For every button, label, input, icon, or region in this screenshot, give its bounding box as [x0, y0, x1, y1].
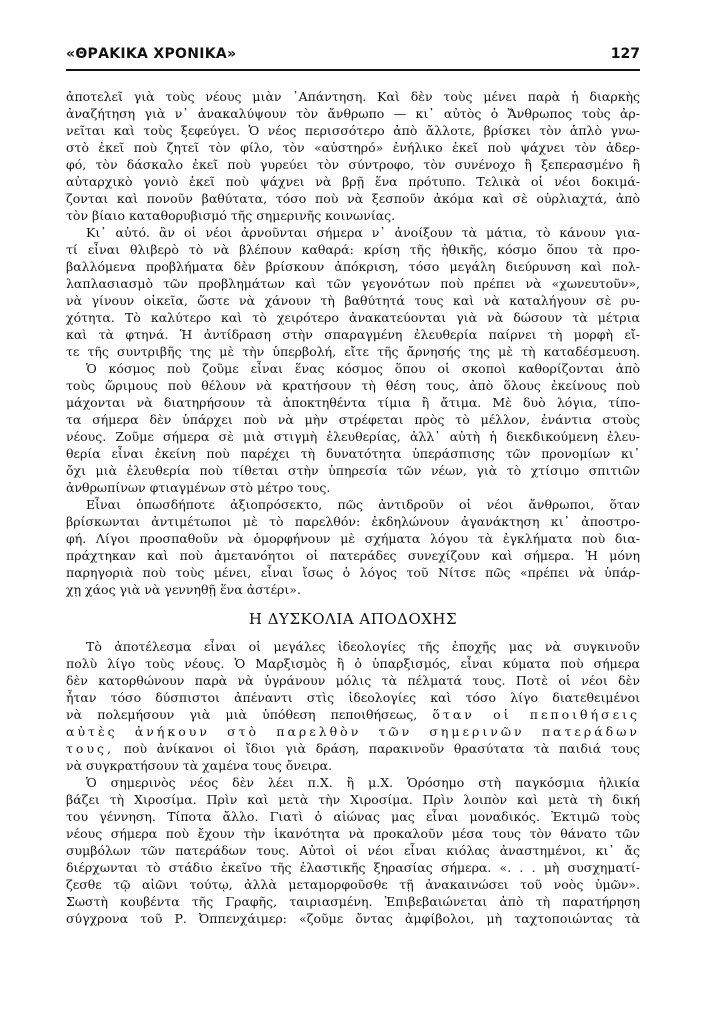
- spaced-text: ὅταν οἱ πεποιθήσεις: [432, 707, 640, 722]
- text-line: στὸ ἐκεῖ ποὺ ζητεῖ τὸν φίλο, τὸν «αὐστηρό» ἐνήλικο ἐκεῖ ποὺ ψάχνει τὸν ἀδερ-: [66, 140, 640, 155]
- text-line: του γέννηση. Τίποτα ἄλλο. Γιατὶ ὁ αἰώνας μας εἶναι μοναδικός. Ἐκτιμῶ τοὺς: [66, 809, 640, 824]
- text-line: πράχτηκαν καὶ ποὺ ἀμετανόητοι οἱ πατεράδες συνεχίζουν καὶ σήμερα. Ἡ μόνη: [66, 548, 640, 563]
- text-line: δὲν κατορθώνουν παρὰ νὰ ὑγράνουν μόλις τὰ πέλματά τους. Ποτὲ οἱ νέοι δὲν: [66, 673, 640, 688]
- body-text: [66, 88, 640, 927]
- header-rule: [66, 69, 640, 71]
- text-line: ὄχι μιὰ ἐλευθερία ποὺ τίθεται στὴν ὑπηρεσία τῶν νέων, γιὰ τὸ χτίσιμο σπιτιῶν: [66, 463, 640, 478]
- section-heading: Η ΔΥΣΚΟΛΙΑ ΑΠΟΔΟΧΗΣ: [248, 610, 458, 628]
- text-line: φή. Λίγοι προσπαθοῦν νὰ ὁμορφήνουν μὲ σχήματα λόγου τὰ ἐγκλήματα ποὺ δια-: [66, 531, 640, 546]
- paragraph: [66, 360, 640, 496]
- text-line: ζεσθε τῷ αἰῶνι τούτῳ, ἀλλὰ μεταμορφοῦσθε τῇ ἀνακαινώσει τοῦ νοὸς ὑμῶν».: [66, 877, 640, 892]
- text-line: Κι᾿ αὐτό. ἂν οἱ νέοι ἀρνοῦνται σήμερα ν᾿ ἀνοίξουν τὰ μάτια, τὸ κάνουν για-: [86, 225, 640, 240]
- text-line: ἀποτελεῖ γιὰ τοὺς νέους μιὰν ᾿Απάντηση. Καὶ δὲν τοὺς μένει παρὰ ἡ διαρκὴς: [66, 89, 640, 104]
- text-line: μάχονται νὰ διατηρήσουν τὰ ἀποκτηθέντα τίμια ἢ ἄτιμα. Μὲ δυὸ λόγια, τίπο-: [66, 395, 640, 410]
- text-line: νὰ γίνουν οἰκεῖα, ὥστε νὰ χάνουν τὴ βαθύτητά τους καὶ νὰ καταλήγουν σὲ ρυ-: [66, 293, 640, 308]
- text-line: Ὁ κόσμος ποὺ ζοῦμε εἶναι ἕνας κόσμος ὅπου οἱ σκοποὶ καθορίζονται ἀπὸ: [86, 361, 640, 376]
- text-line: θερία εἶναι ἐκείνη ποὺ παρέχει τὴ δυνατότητα ὑπεράσπισης τῶν προνομίων κι᾿: [66, 446, 640, 461]
- text-line: τε τῆς συντριβῆς της μὲ τὴν ὑπερβολή, εἴτε τῆς ἄρνησής της μὲ τὴ καταδέσμευση.: [66, 344, 640, 359]
- text-line: νέους. Ζοῦμε σήμερα σὲ μιὰ στιγμὴ ἐλευθερίας, ἀλλ᾿ αὐτὴ ἡ διεκδικούμενη ἐλευ-: [66, 429, 640, 444]
- text-line: νεῖται καὶ τοὺς ξεφεύγει. Ὁ νέος περισσότερο ἀπὸ ἄλλοτε, βρίσκει τὸν ἁπλὸ γνω-: [66, 123, 640, 138]
- text-line: χότητα. Τὸ καλύτερο καὶ τὸ χειρότερο ἀνακατεύονται γιὰ νὰ δώσουν τὰ μέτρια: [66, 310, 640, 325]
- paragraph: [66, 88, 640, 224]
- text-line: τα σήμερα δὲν ὑπάρχει ποὺ νὰ μὴν στρέφεται πρὸς τὸ μέλλον, ἐνάντια στοὺς: [66, 412, 640, 427]
- text-line: βάζει τὴ Χιροσίμα. Πρὶν καὶ μετὰ τὴν Χιροσίμα. Πρὶν λοιπὸν καὶ μετὰ τὴ δική: [66, 792, 640, 807]
- text-line: σύγχρονα τοῦ Ρ. Ὀππενχάιμερ: «ζοῦμε ὄντας ἀμφίβολοι, μὴ ταχτοποιώντας τὰ: [66, 911, 640, 926]
- text-line: συμβόλων τῶν πατεράδων τους. Αὐτοὶ οἱ νέοι εἶναι κιόλας ἀναστημένοι, κι᾿ ἄς: [66, 843, 640, 858]
- text-line: βρίσκωνται ἀντιμέτωποι μὲ τὸ παρελθόν: ἐκδηλώνουν ἀγανάκτηση κι᾿ ἀποστρο-: [66, 514, 640, 529]
- page-header: [66, 44, 640, 66]
- text-line: [66, 706, 640, 723]
- text-line: τὸν βίαιο καταθορυβισμό τῆς σημερινῆς κοινωνίας.: [66, 208, 396, 223]
- text-line: ἦταν τόσο δύσπιστοι ἀπέναντι στὶς ἰδεολογίες καὶ τόσο λίγο διατεθειμένοι: [66, 690, 640, 705]
- text-fragment: ποὺ ἀνίκανοι οἱ ἴδιοι γιὰ δράση, παρακινοῦν θρασύτατα τὰ παιδιά τους: [123, 741, 640, 756]
- text-line: Τὸ ἀποτέλεσμα εἶναι οἱ μεγάλες ἰδεολογίες τῆς ἐποχῆς μας νὰ συγκινοῦν: [86, 639, 640, 654]
- paragraph: [66, 638, 640, 774]
- paragraph: [66, 224, 640, 360]
- text-line: Εἶναι ὁπωσδήποτε ἀξιοπρόσεκτο, πῶς ἀντιδροῦν οἱ νέοι ἄνθρωποι, ὅταν: [86, 497, 640, 512]
- paragraph: [66, 774, 640, 927]
- paragraph: [66, 496, 640, 598]
- text-line: τί εἶναι θλιβερὸ τὸ νὰ βλέπουν καθαρά: κρίση τῆς ἠθικῆς, κόσμο ὅπου τὰ προ-: [66, 242, 640, 257]
- text-line: [66, 740, 640, 757]
- text-line: φό, τὸν δάσκαλο ἐκεῖ ποὺ γυρεύει τὸν σύντροφο, τὸν συνένοχο ἢ ξεπερασμένο ἢ: [66, 157, 640, 172]
- text-line: Σωστὴ κουβέντα τῆς Γραφῆς, ταιριασμένη. Ἐπιβεβαιώνεται ἀπὸ τὴ παρατήρηση: [66, 894, 640, 909]
- running-title: «ΘΡΑΚΙΚΑ ΧΡΟΝΙΚΑ»: [66, 46, 237, 62]
- text-line: λαπλασιασμὸ τῶν προβλημάτων καὶ τῶν γεγονότων ποὺ πρέπει νὰ «χωνευτοῦν»,: [66, 276, 640, 291]
- text-line: αὐταρχικὸ γονιὸ ἐκεῖ ποὺ ψάχνει νὰ βρῇ ἕνα πρότυπο. Τελικὰ οἱ νέοι δοκιμά-: [66, 174, 640, 189]
- text-line: χῃ χάος γιὰ νὰ γεννηθῇ ἕνα ἀστέρι».: [66, 582, 301, 597]
- text-line: καὶ τὰ φτηνά. Ἡ ἀντίδραση στὴν σπαραγμένη ἐλευθερία παίρνει τὴ μορφὴ εἴ-: [66, 327, 640, 342]
- page-number: 127: [610, 46, 640, 62]
- text-line: νέους σήμερα ποὺ ἔχουν τὴν ἱκανότητα νὰ προκαλοῦν μέσα τους τὸν θάνατο τῶν: [66, 826, 640, 841]
- text-line: διέρχωνται τὸ στάδιο ἐκεῖνο τῆς ἐλαστικῆς ξηρασίας σήμερα. «. . . μὴ συσχηματί-: [66, 860, 640, 875]
- spaced-text: αὐτὲς ἀνήκουν στὸ παρελθὸν τῶν σημερινῶν πατεράδων: [66, 724, 640, 739]
- text-line: [66, 723, 640, 740]
- text-line: παρηγοριὰ ποὺ τοὺς μένει, εἶναι ἴσως ὁ λόγος τοῦ Νίτσε πῶς «πρέπει νὰ ὑπάρ-: [66, 565, 640, 580]
- text-line: ἀνθρωπίνων φτιαγμένων στὸ μέτρο τους.: [66, 480, 331, 495]
- text-line: ζονται καὶ πονοῦν βαθύτατα, τόσο ποὺ νὰ ξεσποῦν ἀκόμα καὶ σὲ οὐρλιαχτά, ἀπὸ: [66, 191, 640, 206]
- text-line: πολὺ λίγο τοὺς νέους. Ὁ Μαρξισμὸς ἢ ὁ ὑπαρξισμός, εἶναι κύματα ποὺ σήμερα: [66, 656, 640, 671]
- text-line: ἀναζήτηση γιὰ ν᾿ ἀνακαλύψουν τὸν ἄνθρωπο — κι᾿ αὐτὸς ὁ Ἄνθρωπος τοὺς ἀρ-: [66, 106, 640, 121]
- text-line: νὰ συγκρατήσουν τὰ χαμένα τους ὄνειρα.: [66, 758, 333, 773]
- text-fragment: νὰ πολεμήσουν γιὰ μιὰ ὑπόθεση πεποιθήσεως,: [66, 707, 418, 722]
- text-line: βαλλόμενα προβλήματα δὲν βρίσκουν ἀπόκριση, τόσο μεγάλη διεύρυνση καὶ πολ-: [66, 259, 640, 274]
- text-line: τοὺς ὥριμους ποὺ θέλουν νὰ κρατήσουν τὴ θέση τους, ἀπὸ ὅλους ἐκείνους ποὺ: [66, 378, 640, 393]
- text-line: Ὁ σημερινὸς νέος δὲν λέει π.Χ. ἢ μ.Χ. Ὁρόσημο στὴ παγκόσμια ἡλικία: [86, 775, 640, 790]
- spaced-text: τους,: [66, 741, 115, 756]
